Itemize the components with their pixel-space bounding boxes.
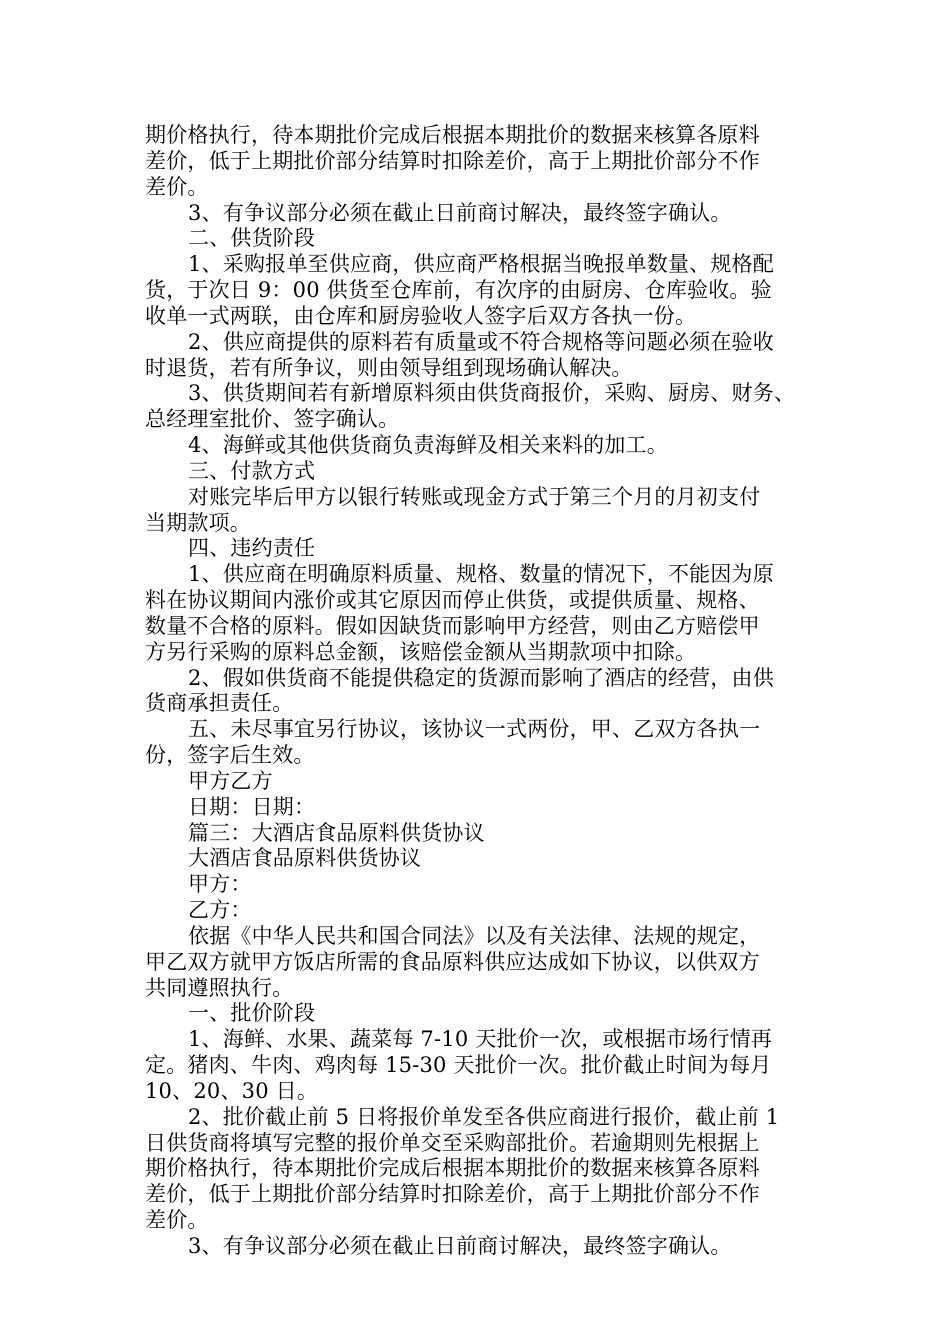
party-a-label: 甲方： xyxy=(188,872,252,896)
text-line: 货，于次日 9：00 供货至仓库前，有次序的由厨房、仓库验收。验 xyxy=(145,278,772,302)
text-line: 日供货商将填写完整的报价单交至采购部批价。若逾期则先根据上 xyxy=(145,1131,760,1155)
text-line: 1、供应商在明确原料质量、规格、数量的情况下，不能因为原 xyxy=(188,562,774,586)
text-line: 料在协议期间内涨价或其它原因而停止供货，或提供质量、规格、 xyxy=(145,588,760,612)
text-line: 1、采购报单至供应商，供应商严格根据当晚报单数量、规格配 xyxy=(188,252,774,276)
text-line: 共同遵照执行。 xyxy=(145,976,294,1000)
text-line: 2、假如供货商不能提供稳定的货源而影响了酒店的经营，由供 xyxy=(188,666,774,690)
text-line: 差价。 xyxy=(145,175,209,199)
text-line: 4、海鲜或其他供货商负责海鲜及相关来料的加工。 xyxy=(188,433,668,457)
text-line: 货商承担责任。 xyxy=(145,691,294,715)
text-line: 总经理室批价、签字确认。 xyxy=(145,407,400,431)
signature-parties: 甲方乙方 xyxy=(188,769,273,793)
text-line: 方另行采购的原料总金额，该赔偿金额从当期款项中扣除。 xyxy=(145,640,697,664)
text-line: 差价。 xyxy=(145,1208,209,1232)
text-line: 2、批价截止前 5 日将报价单发至各供应商进行报价，截止前 1 xyxy=(188,1105,780,1129)
text-line: 2、供应商提供的原料若有质量或不符合规格等问题必须在验收 xyxy=(188,330,774,354)
text-line: 五、未尽事宜另行协议，该协议一式两份，甲、乙双方各执一 xyxy=(188,717,761,741)
text-line: 差价，低于上期批价部分结算时扣除差价，高于上期批价部分不作 xyxy=(145,149,760,173)
party-b-label: 乙方： xyxy=(188,898,252,922)
text-line: 10、20、30 日。 xyxy=(145,1079,319,1103)
chapter-title: 篇三：大酒店食品原料供货协议 xyxy=(188,821,485,845)
text-line: 收单一式两联，由仓库和厨房验收人签字后双方各执一份。 xyxy=(145,304,697,328)
section-heading: 四、违约责任 xyxy=(188,536,316,560)
text-line: 时退货，若有所争议，则由领导组到现场确认解决。 xyxy=(145,356,633,380)
text-line: 3、供货期间若有新增原料须由供货商报价，采购、厨房、财务、 xyxy=(188,381,796,405)
signature-dates: 日期：日期： xyxy=(188,795,316,819)
section-heading: 一、批价阶段 xyxy=(188,1001,316,1025)
section-heading: 二、供货阶段 xyxy=(188,226,316,250)
text-line: 期价格执行，待本期批价完成后根据本期批价的数据来核算各原料 xyxy=(145,1156,760,1180)
section-heading: 三、付款方式 xyxy=(188,459,316,483)
text-line: 甲乙双方就甲方饭店所需的食品原料供应达成如下协议，以供双方 xyxy=(145,950,760,974)
text-line: 差价，低于上期批价部分结算时扣除差价，高于上期批价部分不作 xyxy=(145,1182,760,1206)
text-line: 数量不合格的原料。假如因缺货而影响甲方经营，则由乙方赔偿甲 xyxy=(145,614,760,638)
text-line: 3、有争议部分必须在截止日前商讨解决，最终签字确认。 xyxy=(188,201,732,225)
text-line: 期价格执行，待本期批价完成后根据本期批价的数据来核算各原料 xyxy=(145,123,760,147)
agreement-title: 大酒店食品原料供货协议 xyxy=(188,846,422,870)
text-line: 1、海鲜、水果、蔬菜每 7-10 天批价一次，或根据市场行情再 xyxy=(188,1027,773,1051)
text-line: 当期款项。 xyxy=(145,511,251,535)
text-line: 对账完毕后甲方以银行转账或现金方式于第三个月的月初支付 xyxy=(188,485,761,509)
text-line: 依据《中华人民共和国合同法》以及有关法律、法规的规定， xyxy=(188,924,761,948)
text-line: 份，签字后生效。 xyxy=(145,743,315,767)
text-line: 定。猪肉、牛肉、鸡肉每 15-30 天批价一次。批价截止时间为每月 xyxy=(145,1053,772,1077)
text-line: 3、有争议部分必须在截止日前商讨解决，最终签字确认。 xyxy=(188,1234,732,1258)
